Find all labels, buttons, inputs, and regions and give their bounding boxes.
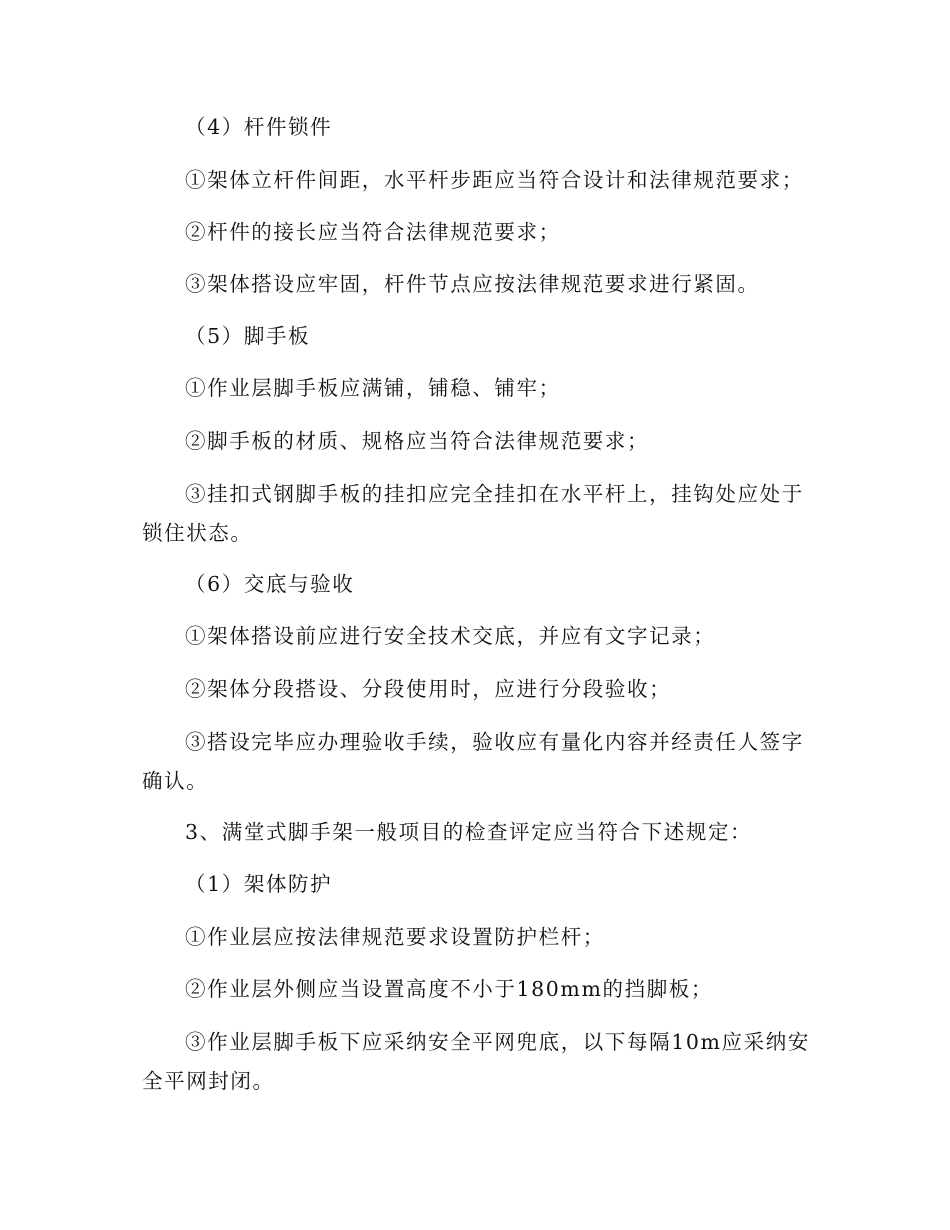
paragraph-line-continued: 全平网封闭。	[142, 1069, 275, 1093]
heading-1-frame-protection: （1）架体防护	[185, 872, 333, 896]
heading-4-rod-locks: （4）杆件锁件	[185, 115, 333, 139]
heading-5-scaffold-board: （5）脚手板	[185, 324, 311, 348]
section-3-heading: 3、满堂式脚手架一般项目的检查评定应当符合下述规定：	[185, 820, 753, 844]
paragraph-line: ②架体分段搭设、分段使用时，应进行分段验收；	[185, 677, 672, 701]
paragraph-line: ①作业层应按法律规范要求设置防护栏杆；	[185, 925, 605, 949]
paragraph-line: ③搭设完毕应办理验收手续，验收应有量化内容并经责任人签字	[185, 730, 804, 754]
heading-6-briefing-acceptance: （6）交底与验收	[185, 572, 355, 596]
paragraph-line: ②杆件的接长应当符合法律规范要求；	[185, 220, 561, 244]
paragraph-line-continued: 确认。	[142, 769, 209, 793]
paragraph-line: ①架体搭设前应进行安全技术交底，并应有文字记录；	[185, 624, 716, 648]
paragraph-line: ①架体立杆件间距，水平杆步距应当符合设计和法律规范要求；	[185, 168, 804, 192]
paragraph-line-continued: 锁住状态。	[142, 521, 253, 545]
paragraph-line: ②脚手板的材质、规格应当符合法律规范要求；	[185, 429, 650, 453]
paragraph-line: ③架体搭设应牢固，杆件节点应按法律规范要求进行紧固。	[185, 272, 760, 296]
paragraph-line: ①作业层脚手板应满铺，铺稳、铺牢；	[185, 376, 561, 400]
paragraph-line: ③作业层脚手板下应采纳安全平网兜底，以下每隔10m应采纳安	[185, 1030, 810, 1054]
paragraph-line: ②作业层外侧应当设置高度不小于180mm的挡脚板；	[185, 977, 714, 1001]
paragraph-line: ③挂扣式钢脚手板的挂扣应完全挂扣在水平杆上，挂钩处应处于	[185, 482, 804, 506]
